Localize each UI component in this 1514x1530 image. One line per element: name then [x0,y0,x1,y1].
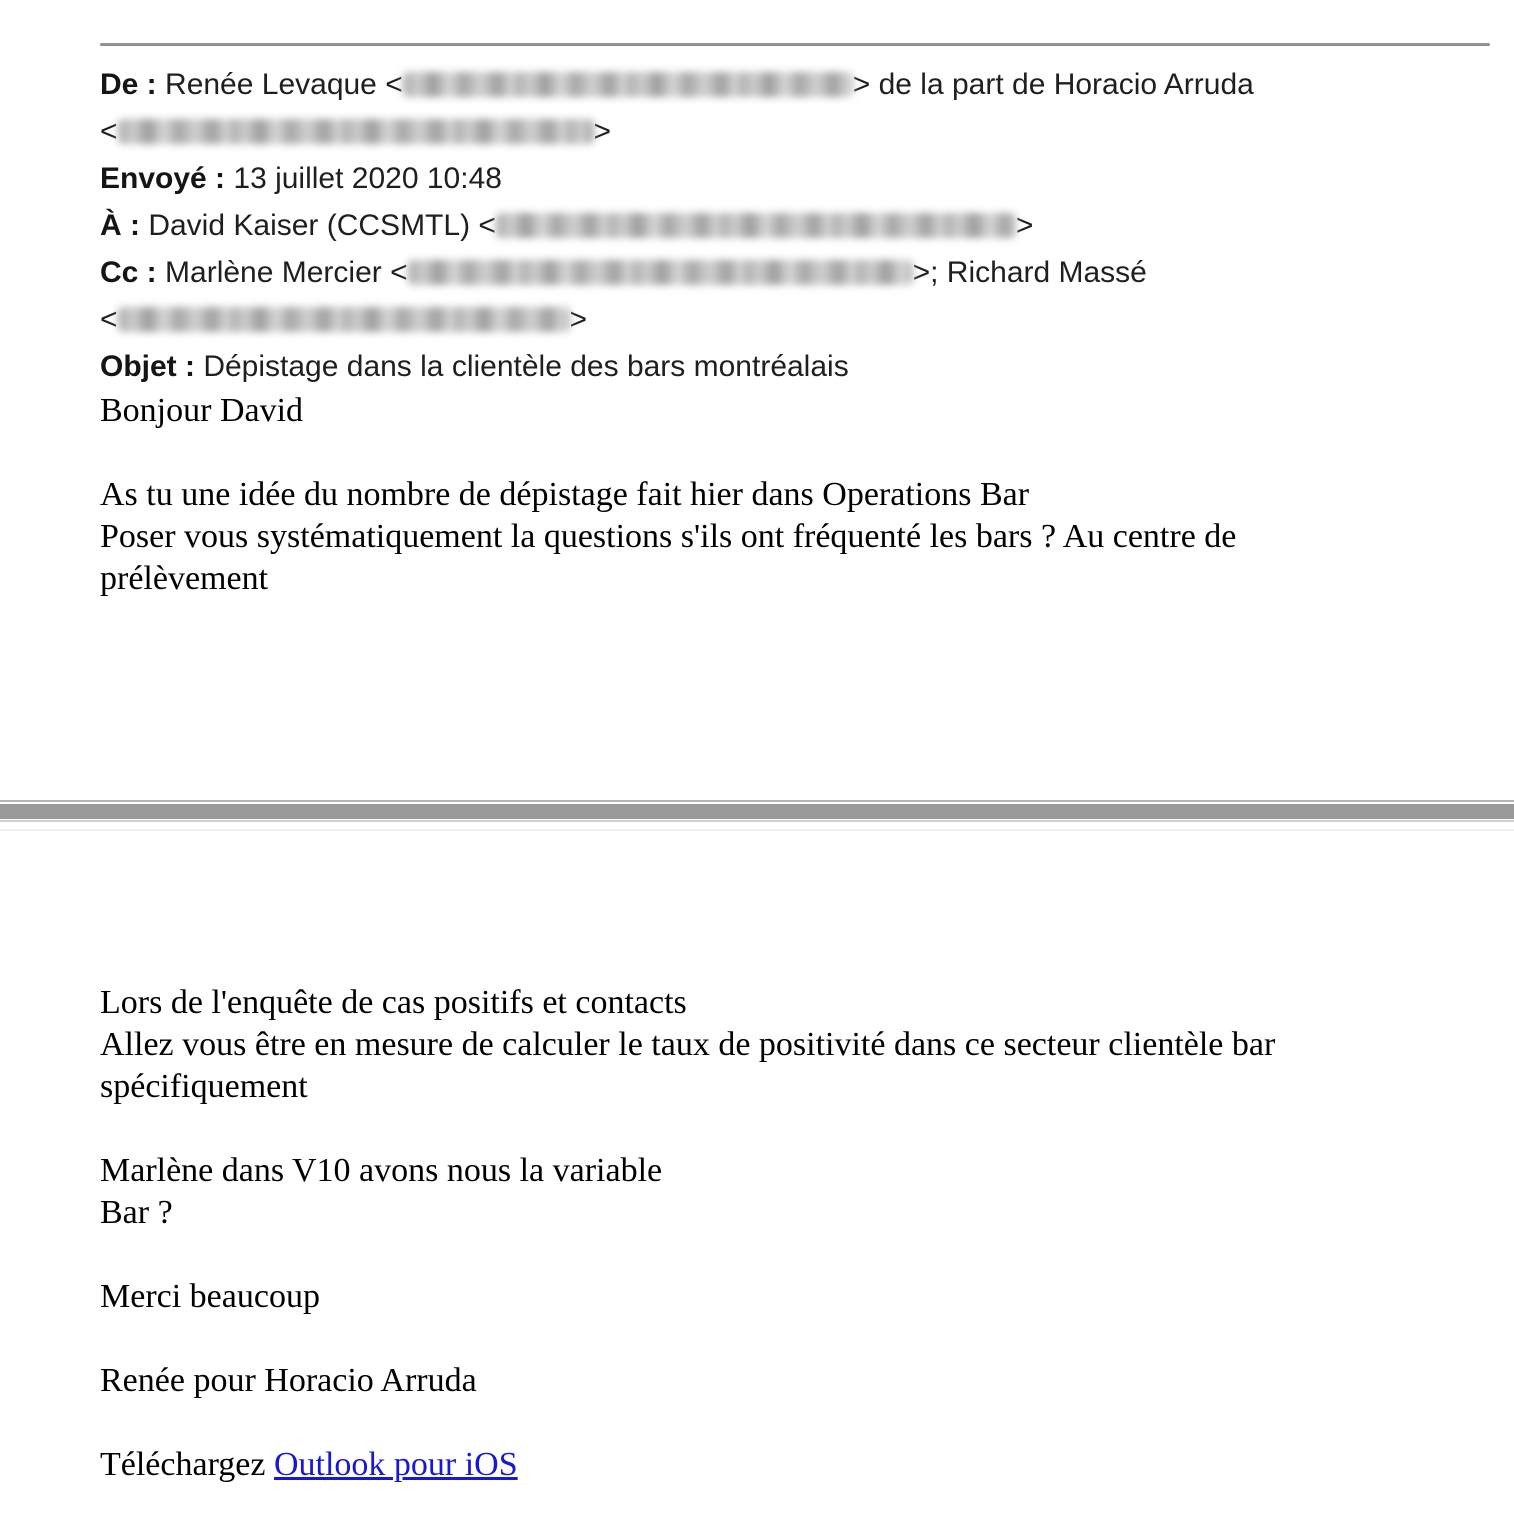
spacer [0,831,1514,982]
thanks-line: Merci beaucoup [100,1278,320,1315]
greeting-line: Bonjour David [100,392,304,429]
cc-wrap-close: > [569,303,588,336]
from-value-before: Renée Levaque < [156,68,403,101]
redacted-email-to [496,213,1016,238]
blank-line [100,1108,1454,1150]
body-line: Bar ? [100,1194,173,1231]
header-line-cc [100,249,1474,296]
blank-line [100,1402,1454,1444]
top-divider-rule [100,43,1490,46]
body-line: Marlène dans V10 avons nous la variable [100,1152,663,1189]
sent-label: Envoyé : [100,162,226,195]
redacted-email-from-2 [118,119,594,144]
to-label: À : [100,209,140,242]
from-value-after: > de la part de Horacio Arruda [852,68,1254,101]
redacted-email-cc [408,260,913,285]
body-line: Lors de l'enquête de cas positifs et contacts [100,984,687,1021]
subject-label: Objet : [100,350,195,383]
cc-value-after: >; Richard Massé [912,256,1147,289]
blank-line [100,1318,1454,1360]
divider-edge-bottom [0,820,1514,822]
cc-value-before: Marlène Mercier < [156,256,408,289]
sent-value: 13 juillet 2020 10:48 [225,162,502,195]
body-line: spécifiquement [100,1068,308,1105]
body-line: As tu une idée du nombre de dépistage fait hier dans Operations Bar [100,476,1030,513]
cc-wrap-open: < [100,303,118,336]
divider-bar [0,804,1514,819]
to-value-before: David Kaiser (CCSMTL) < [140,209,496,242]
email-header [100,61,1474,390]
download-line [100,1444,1454,1486]
blank-line [100,1234,1454,1276]
from-label: De : [100,68,157,101]
header-line-to [100,202,1474,249]
signature-line: Renée pour Horacio Arruda [100,1362,477,1399]
redacted-email-from [403,72,853,97]
spacer [0,600,1514,800]
from-wrap-open: < [100,115,118,148]
outlook-ios-link[interactable]: Outlook pour iOS [273,1446,518,1483]
download-prefix: Téléchargez [100,1446,274,1483]
header-line-cc-wrap [100,296,1474,343]
body-line: prélèvement [100,560,269,597]
email-body-top [100,390,1454,600]
subject-value: Dépistage dans la clientèle des bars montréalais [195,350,849,383]
header-line-sent [100,155,1474,202]
blank-line [100,432,1454,474]
body-line: Allez vous être en mesure de calculer le taux de positivité dans ce secteur clientèle bar [100,1026,1276,1063]
redacted-email-cc-2 [118,307,570,332]
body-line: Poser vous systématiquement la questions s'ils ont fréquenté les bars ? Au centre de [100,518,1237,555]
header-line-subject [100,343,1474,390]
header-line-from-wrap [100,108,1474,155]
header-line-from [100,61,1474,108]
email-body-bottom [100,982,1454,1486]
to-value-after: > [1015,209,1034,242]
from-wrap-close: > [593,115,612,148]
cc-label: Cc : [100,256,157,289]
quote-divider [0,800,1514,831]
